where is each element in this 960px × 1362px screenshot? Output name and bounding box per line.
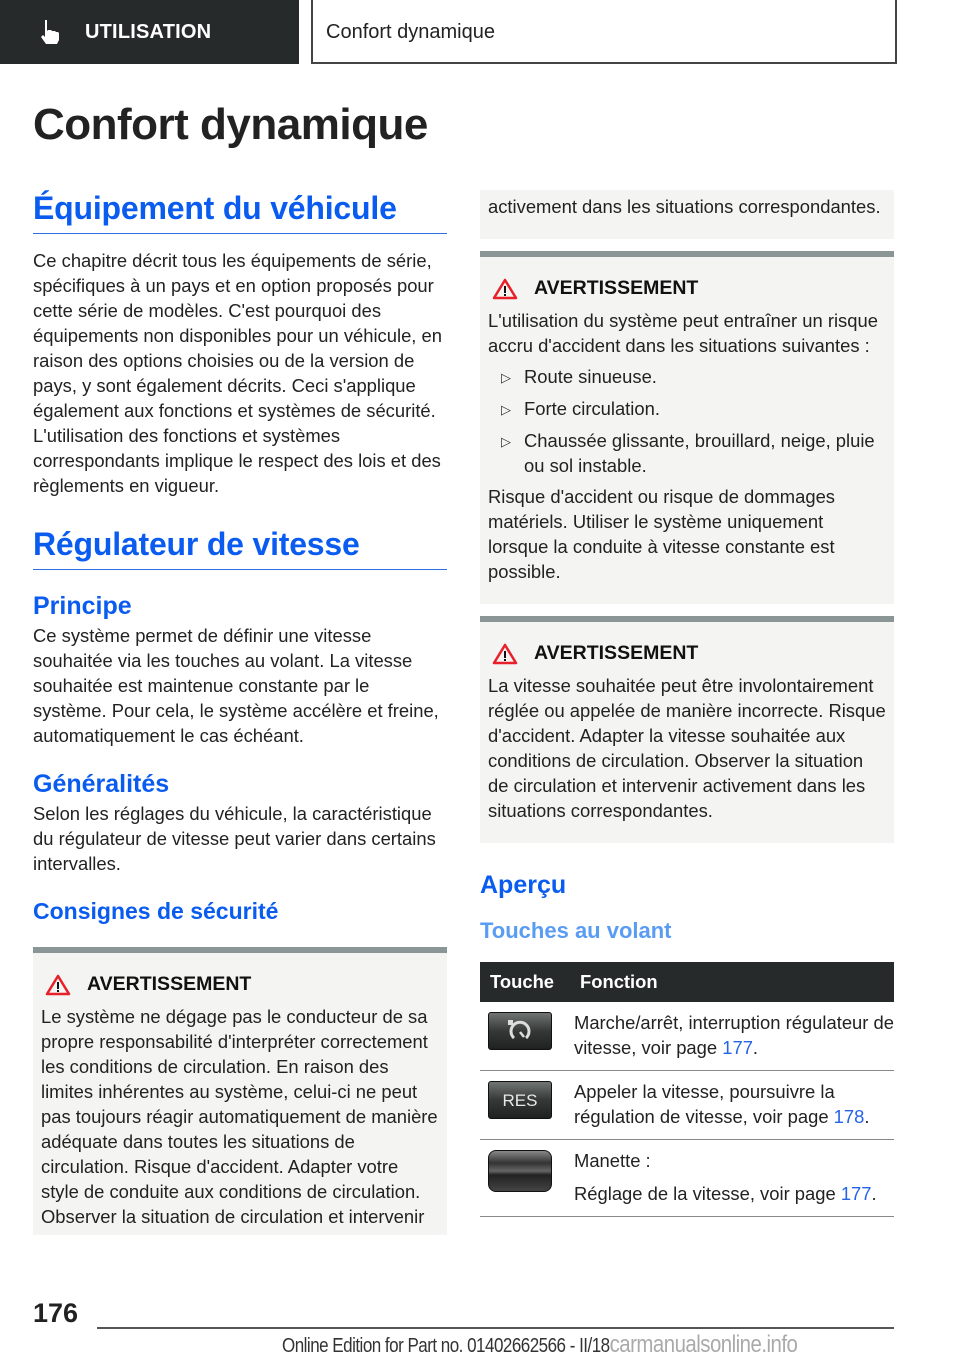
cruise-control-power-icon bbox=[488, 1012, 552, 1050]
section-title: UTILISATION bbox=[85, 20, 212, 43]
warning-triangle-icon bbox=[492, 278, 518, 300]
warning-box-3 bbox=[480, 616, 894, 843]
warning-text: La vitesse souhaitée peut être involontairement réglée ou appelée de manière incorrecte. Risque d'accident. Adapter la vitesse souhaitée aux conditions de circulation. Observer la situation de circulation et intervenir activement dans les situations correspondantes. bbox=[488, 675, 886, 821]
table-row: Marche/arrêt, interruption régulateur de vitesse, voir page 177. bbox=[480, 1002, 894, 1071]
watermark: carmanualsonline.info bbox=[609, 1331, 798, 1358]
chapter-title: Confort dynamique bbox=[326, 20, 495, 43]
warning-box-2 bbox=[480, 251, 894, 604]
bullet-triangle-icon: ▷ bbox=[501, 434, 511, 449]
row-text: Réglage de la vitesse, voir page bbox=[574, 1183, 841, 1204]
bullet-item bbox=[488, 428, 886, 478]
res-button-icon: RES bbox=[488, 1081, 552, 1119]
bullet-triangle-icon: ▷ bbox=[501, 402, 511, 417]
row-text: Marche/arrêt, interruption régulateur de vitesse, voir page bbox=[574, 1012, 894, 1058]
page-link[interactable]: 178 bbox=[833, 1106, 865, 1127]
page-link[interactable]: 177 bbox=[722, 1037, 753, 1058]
left-column bbox=[33, 190, 447, 1235]
page-link[interactable]: 177 bbox=[840, 1183, 872, 1204]
paragraph-generalites: Selon les réglages du véhicule, la caractéristique du régulateur de vitesse peut varier dans certains intervalles. bbox=[33, 803, 436, 874]
paragraph-principe: Ce système permet de définir une vitesse souhaitée via les touches au volant. La vitesse souhaitée est maintenue constante par le système. Pour cela, le système accélère et freine, automatiquement le cas échéant. bbox=[33, 625, 439, 746]
warning-triangle-icon bbox=[45, 974, 71, 996]
heading-generalites: Généralités bbox=[33, 770, 170, 798]
heading-principe: Principe bbox=[33, 592, 132, 620]
warning-intro: L'utilisation du système peut entraîner un risque accru d'accident dans les situations suivantes : bbox=[488, 310, 878, 356]
warning-title: AVERTISSEMENT bbox=[87, 973, 252, 995]
bullet-text: Route sinueuse. bbox=[524, 366, 657, 387]
bullet-item bbox=[488, 364, 886, 390]
warning-title: AVERTISSEMENT bbox=[534, 642, 699, 664]
heading-apercu: Aperçu bbox=[480, 871, 567, 899]
table-row: RES Appeler la vitesse, poursuivre la régulation de vitesse, voir page 178. bbox=[480, 1071, 894, 1140]
page-number: 176 bbox=[33, 1298, 79, 1328]
warning-header bbox=[45, 973, 439, 996]
bullet-text: Chaussée glissante, brouillard, neige, pluie ou sol instable. bbox=[524, 430, 875, 476]
footer-edition: Online Edition for Part no. 01402662566 - II/18carmanualsonline.info bbox=[282, 1331, 798, 1358]
heading-regulateur: Régulateur de vitesse bbox=[33, 526, 447, 570]
warning-box-1-continued bbox=[480, 190, 894, 239]
paragraph-equipement: Ce chapitre décrit tous les équipements de série, spécifiques à un pays et en option proposés pour cette série de modèles. C'est pourquoi des équipements non disponibles pour un véhicule, en raison des options choisies ou de la version de pays, y sont également décrits. Ceci s'applique également aux fonctions et systèmes de sécurité. L'utilisation des fonctions et systèmes correspondants implique le respect des lois et des règlements en vigueur. bbox=[33, 250, 442, 496]
column-header-fonction: Fonction bbox=[574, 962, 894, 1002]
page-title: Confort dynamique bbox=[33, 100, 428, 149]
chapter-tab bbox=[311, 0, 897, 64]
right-column bbox=[480, 190, 894, 1217]
heading-touches: Touches au volant bbox=[480, 918, 672, 943]
bullet-item bbox=[488, 396, 886, 422]
warning-outro: Risque d'accident ou risque de dommages matériels. Utiliser le système uniquement lorsque la conduite à vitesse constante est possible. bbox=[488, 486, 836, 582]
row-text: Appeler la vitesse, poursuivre la régulation de vitesse, voir page bbox=[574, 1081, 835, 1127]
footer-divider bbox=[97, 1327, 894, 1329]
bullet-triangle-icon: ▷ bbox=[501, 370, 511, 385]
section-tab bbox=[0, 0, 299, 64]
warning-header bbox=[492, 642, 886, 665]
hand-pointer-icon bbox=[40, 20, 62, 44]
warning-triangle-icon bbox=[492, 643, 518, 665]
table-header-row bbox=[480, 962, 894, 1002]
warning-text: Le système ne dégage pas le conducteur de sa propre responsabilité d'interpréter correctement les conditions de circulation. En raison des limites inhérentes au système, celui-ci ne peut pas toujours réagir automatiquement de manière adéquate dans toutes les situations de circulation. Risque d'accident. Adapter votre style de conduite aux conditions de circulation. Observer la situation de circulation et intervenir bbox=[41, 1006, 438, 1227]
bullet-text: Forte circulation. bbox=[524, 398, 660, 419]
warning-header bbox=[492, 277, 886, 300]
heading-consignes: Consignes de sécurité bbox=[33, 898, 279, 924]
warning-box-1 bbox=[33, 947, 447, 1235]
warning-text-continued: activement dans les situations correspondantes. bbox=[488, 196, 881, 217]
warning-title: AVERTISSEMENT bbox=[534, 277, 699, 299]
keys-table bbox=[480, 962, 894, 1217]
table-row: Manette : Réglage de la vitesse, voir page 177. bbox=[480, 1140, 894, 1217]
column-header-touche: Touche bbox=[480, 962, 574, 1002]
row-label: Manette : bbox=[574, 1150, 651, 1171]
rocker-switch-icon bbox=[488, 1150, 552, 1192]
heading-equipement: Équipement du véhicule bbox=[33, 190, 447, 234]
